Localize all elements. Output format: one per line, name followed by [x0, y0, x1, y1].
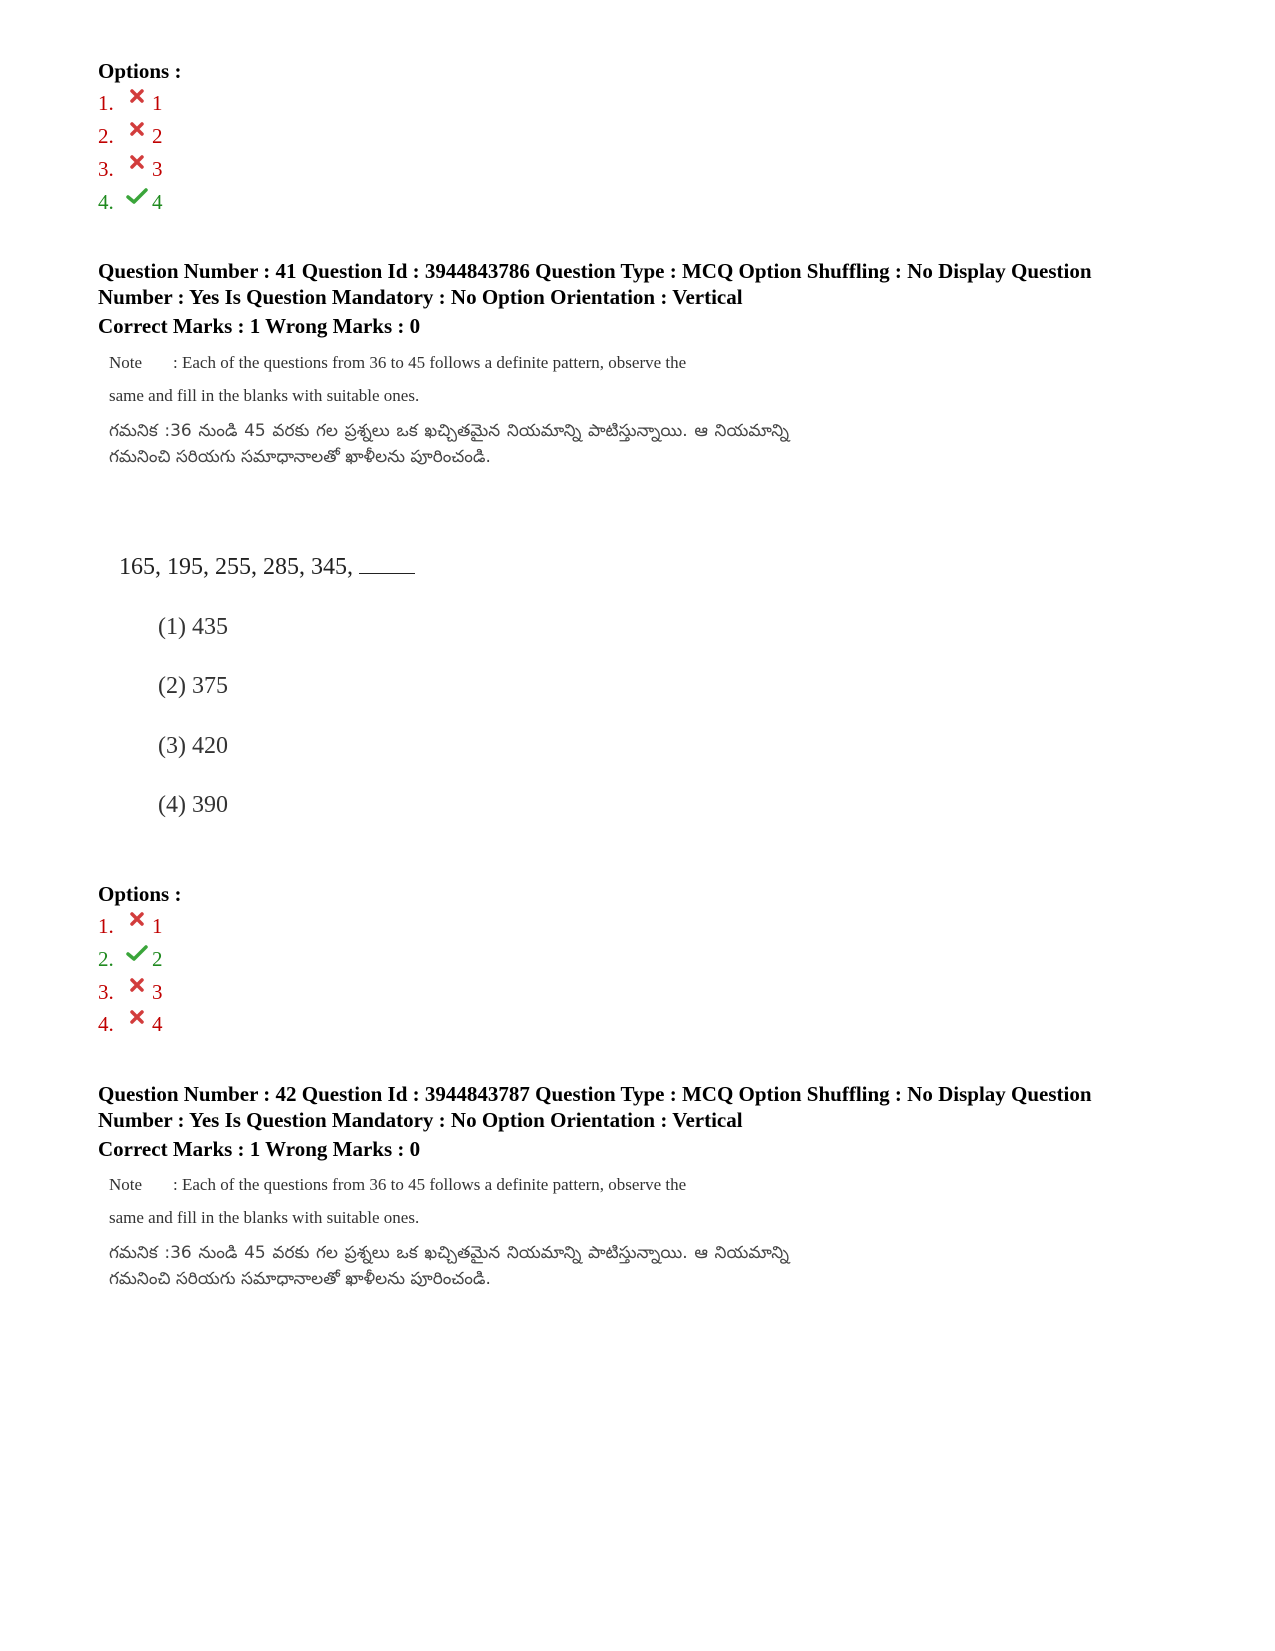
question-header-line: Question Number : 41 Question Id : 3944843786 Question Type : MCQ Option Shuffling : No Display Question	[98, 259, 1092, 283]
option-value: 2	[152, 124, 163, 148]
question-header	[98, 1081, 1198, 1133]
option-row	[98, 1011, 163, 1037]
cross-icon	[122, 981, 152, 1003]
option-value: 2	[152, 947, 163, 971]
option-row	[98, 156, 163, 182]
question-choice: (2) 375	[158, 673, 228, 699]
option-number: 3.	[98, 157, 114, 181]
option-value: 1	[152, 914, 163, 938]
question-header-line: Number : Yes Is Question Mandatory : No Option Orientation : Vertical	[98, 285, 743, 309]
options-label: Options :	[98, 882, 182, 906]
answer-blank	[359, 553, 415, 574]
question-choice: (4) 390	[158, 792, 228, 818]
option-number: 2.	[98, 947, 114, 971]
note-text: : Each of the questions from 36 to 45 follows a definite pattern, observe the	[173, 353, 687, 372]
series-text: 165, 195, 255, 285, 345,	[119, 554, 353, 580]
note-text: : Each of the questions from 36 to 45 follows a definite pattern, observe the	[173, 1175, 687, 1194]
note-telugu: గమనిక :36 నుండి 45 వరకు గల ప్రశ్నలు ఒక ఖచ్చితమైన నియమాన్ని పాటిస్తున్నాయి. ఆ నియమాన్ని గమనించి సరియగు సమాధానాలతో ఖాళీలను పూరించండి.	[109, 421, 789, 467]
question-header-line: Question Number : 42 Question Id : 3944843787 Question Type : MCQ Option Shuffling : No Display Question	[98, 1082, 1092, 1106]
option-number: 3.	[98, 980, 114, 1004]
note-key: Note	[109, 353, 143, 372]
option-row	[98, 946, 163, 972]
cross-icon	[122, 158, 152, 180]
number-series	[119, 552, 415, 582]
note-text: same and fill in the blanks with suitable ones.	[109, 1208, 420, 1227]
option-value: 4	[152, 190, 163, 214]
check-icon	[122, 948, 152, 970]
option-row	[98, 189, 163, 215]
options-label: Options :	[98, 59, 182, 83]
question-marks: Correct Marks : 1 Wrong Marks : 0	[98, 314, 421, 338]
question-marks: Correct Marks : 1 Wrong Marks : 0	[98, 1137, 421, 1161]
option-row	[98, 90, 163, 116]
option-row	[98, 123, 163, 149]
option-number: 1.	[98, 914, 114, 938]
option-value: 3	[152, 980, 163, 1004]
option-number: 1.	[98, 91, 114, 115]
option-number: 4.	[98, 1012, 114, 1036]
question-choice: (1) 435	[158, 614, 228, 640]
cross-icon	[122, 92, 152, 114]
option-number: 4.	[98, 190, 114, 214]
note-english	[109, 346, 789, 412]
note-english	[109, 1168, 789, 1234]
question-header	[98, 258, 1198, 310]
question-choice: (3) 420	[158, 733, 228, 759]
option-value: 3	[152, 157, 163, 181]
check-icon	[122, 191, 152, 213]
option-value: 1	[152, 91, 163, 115]
option-number: 2.	[98, 124, 114, 148]
option-row	[98, 913, 163, 939]
cross-icon	[122, 915, 152, 937]
note-key: Note	[109, 1175, 143, 1194]
cross-icon	[122, 1013, 152, 1035]
question-header-line: Number : Yes Is Question Mandatory : No Option Orientation : Vertical	[98, 1108, 743, 1132]
option-row	[98, 979, 163, 1005]
note-text: same and fill in the blanks with suitable ones.	[109, 386, 420, 405]
option-value: 4	[152, 1012, 163, 1036]
note-telugu: గమనిక :36 నుండి 45 వరకు గల ప్రశ్నలు ఒక ఖచ్చితమైన నియమాన్ని పాటిస్తున్నాయి. ఆ నియమాన్ని గమనించి సరియగు సమాధానాలతో ఖాళీలను పూరించండి.	[109, 1243, 789, 1289]
cross-icon	[122, 125, 152, 147]
